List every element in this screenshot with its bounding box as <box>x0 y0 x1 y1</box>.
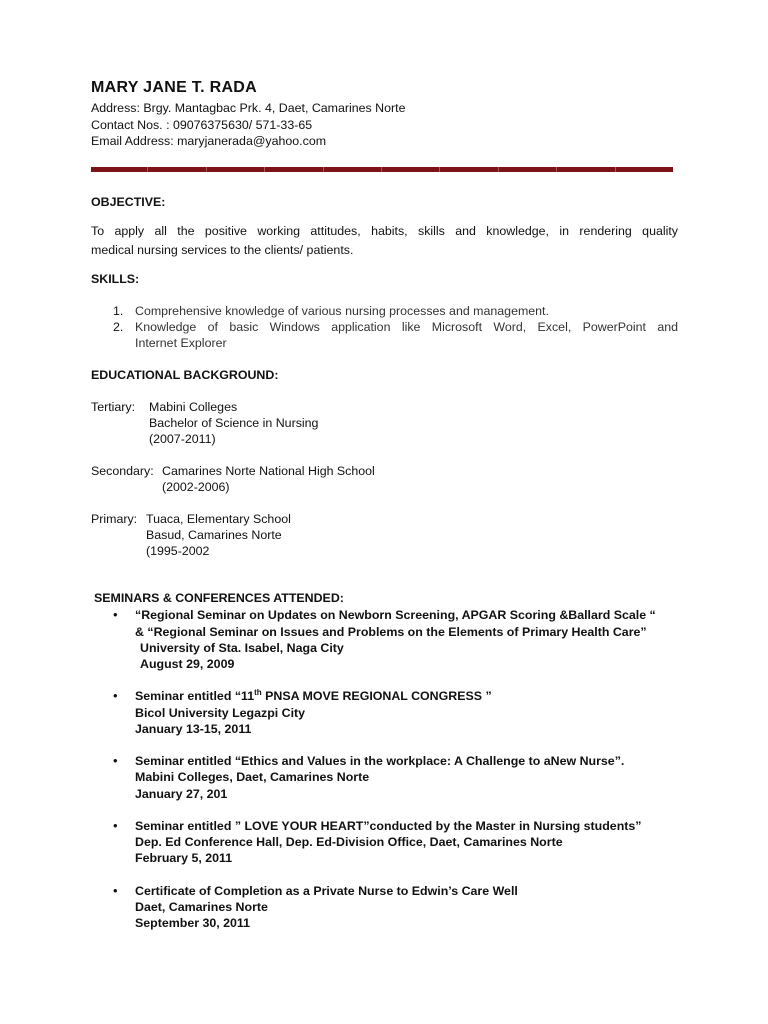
seminar-1-date: August 29, 2009 <box>140 657 235 671</box>
seminar-4-title: Seminar entitled ” LOVE YOUR HEART”conducted by the Master in Nursing students” <box>135 819 642 833</box>
skill-item-2-line-1: Knowledge of basic Windows application like Microsoft Word, Excel, PowerPoint and <box>135 320 678 334</box>
tertiary-years: (2007-2011) <box>149 432 216 446</box>
primary-label: Primary: <box>91 512 138 526</box>
applicant-name: MARY JANE T. RADA <box>91 79 258 96</box>
seminar-3-place: Mabini Colleges, Daet, Camarines Norte <box>135 770 370 784</box>
education-heading: EDUCATIONAL BACKGROUND: <box>91 368 279 382</box>
skill-item-2-line-2: Internet Explorer <box>135 336 227 350</box>
seminar-4-place: Dep. Ed Conference Hall, Dep. Ed-Division Office, Daet, Camarines Norte <box>135 835 563 849</box>
bullet-icon: • <box>113 883 118 898</box>
seminar-2-date: January 13-15, 2011 <box>135 722 252 736</box>
secondary-years: (2002-2006) <box>162 480 230 494</box>
seminar-1-place: University of Sta. Isabel, Naga City <box>140 641 344 655</box>
address-line: Address: Brgy. Mantagbac Prk. 4, Daet, Camarines Norte <box>91 101 406 115</box>
seminar-1-title-line-2: & “Regional Seminar on Issues and Problems on the Elements of Primary Health Care” <box>135 625 647 639</box>
tertiary-course: Bachelor of Science in Nursing <box>149 416 319 430</box>
tertiary-label: Tertiary: <box>91 400 136 414</box>
objective-line-2: medical nursing services to the clients/ patients. <box>91 243 354 257</box>
tertiary-school: Mabini Colleges <box>149 400 238 414</box>
seminar-2-title: Seminar entitled “11th PNSA MOVE REGIONAL CONGRESS ” <box>135 687 492 703</box>
seminar-5-date: September 30, 2011 <box>135 916 251 930</box>
seminars-heading: SEMINARS & CONFERENCES ATTENDED: <box>94 591 344 605</box>
secondary-label: Secondary: <box>91 464 154 478</box>
seminar-2-place: Bicol University Legazpi City <box>135 706 306 720</box>
seminar-1-title-line-1: “Regional Seminar on Updates on Newborn Screening, APGAR Scoring &Ballard Scale “ <box>135 608 656 622</box>
seminar-3-date: January 27, 201 <box>135 787 228 801</box>
bullet-icon: • <box>113 607 118 622</box>
skill-number: 2. <box>113 320 124 334</box>
skills-heading: SKILLS: <box>91 272 140 286</box>
objective-heading: OBJECTIVE: <box>91 195 166 209</box>
skill-number: 1. <box>113 304 124 318</box>
contact-line: Contact Nos. : 09076375630/ 571-33-65 <box>91 118 313 132</box>
seminar-4-date: February 5, 2011 <box>135 851 233 865</box>
seminar-3-title: Seminar entitled “Ethics and Values in the workplace: A Challenge to aNew Nurse”. <box>135 754 625 768</box>
bullet-icon: • <box>113 688 118 703</box>
primary-years: (1995-2002 <box>146 544 210 558</box>
skill-item-1: Comprehensive knowledge of various nursing processes and management. <box>135 304 549 318</box>
primary-school: Tuaca, Elementary School <box>146 512 291 526</box>
seminar-5-title: Certificate of Completion as a Private Nurse to Edwin’s Care Well <box>135 884 518 898</box>
header-divider <box>91 167 673 172</box>
secondary-school: Camarines Norte National High School <box>162 464 375 478</box>
bullet-icon: • <box>113 818 118 833</box>
bullet-icon: • <box>113 753 118 768</box>
primary-place: Basud, Camarines Norte <box>146 528 282 542</box>
seminar-5-place: Daet, Camarines Norte <box>135 900 268 914</box>
objective-line-1: To apply all the positive working attitudes, habits, skills and knowledge, in rendering quality <box>91 224 678 238</box>
email-line: Email Address: maryjanerada@yahoo.com <box>91 134 327 148</box>
